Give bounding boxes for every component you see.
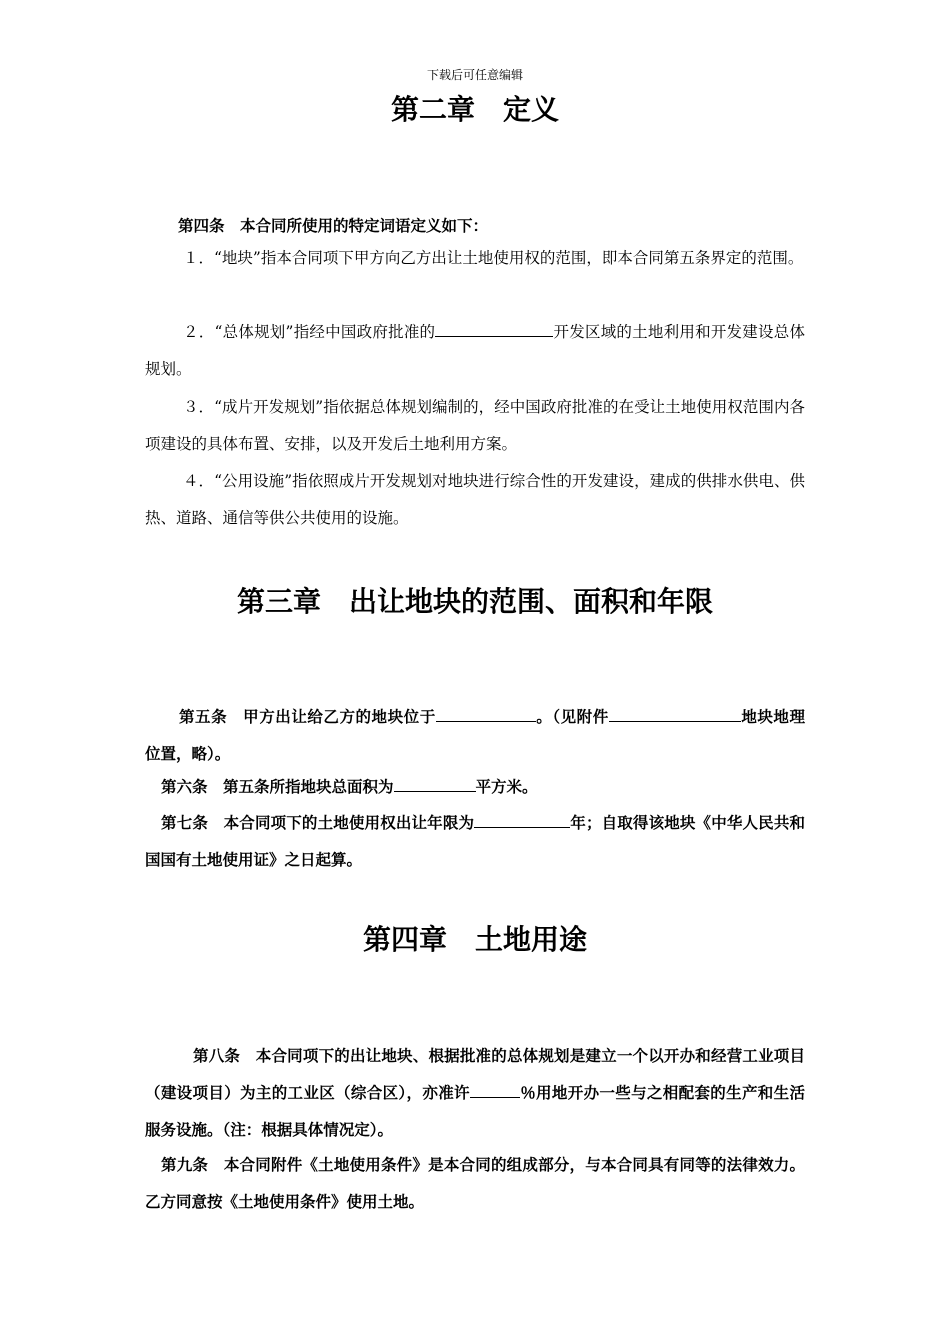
article-8-text-b: ％用地开办一些与之相配套的生产和生活服务设施。（注：根据具体情况定）。 [145, 1084, 805, 1139]
article-9: 第九条 本合同附件《土地使用条件》是本合同的组成部分，与本合同具有同等的法律效力。乙方同意按《土地使用条件》使用土地。 [145, 1156, 805, 1211]
article-7-text-a: 第七条 本合同项下的土地使用权出让年限为 [161, 814, 475, 832]
article-6-text-a: 第六条 第五条所指地块总面积为 [161, 778, 394, 796]
attachment-blank[interactable] [609, 707, 741, 722]
article-4-heading: 第四条 本合同所使用的特定词语定义如下： [178, 217, 489, 235]
definition-1: １．“地块”指本合同项下甲方向乙方出让土地使用权的范围，即本合同第五条界定的范围。 [183, 249, 804, 267]
chapter-3-title: 第三章 出让地块的范围、面积和年限 [236, 585, 713, 618]
definition-2 [145, 314, 805, 388]
article-7-text-b: 年；自取得该地块《中华人民共和国国有土地使用证》之日起算。 [145, 814, 805, 869]
development-zone-blank[interactable] [435, 322, 553, 337]
article-6 [145, 769, 805, 806]
definition-2-text-a: ２．“总体规划”指经中国政府批准的 [183, 323, 436, 341]
header-note: 下载后可任意编辑 [426, 68, 523, 82]
definition-2-text-b: 开发区域的土地利用和开发建设总体规划。 [145, 323, 805, 378]
article-5-text-a: 第五条 甲方出让给乙方的地块位于 [179, 708, 436, 726]
article-7 [145, 805, 805, 879]
percentage-blank[interactable] [470, 1083, 520, 1098]
article-8 [145, 1038, 805, 1149]
chapter-2-title: 第二章 定义 [390, 93, 559, 126]
total-area-blank[interactable] [394, 777, 476, 792]
term-years-blank[interactable] [474, 813, 570, 828]
article-6-text-b: 平方米。 [475, 778, 538, 796]
definition-4: ４．“公用设施”指依照成片开发规划对地块进行综合性的开发建设，建成的供排水供电、供热、道路、通信等供公共使用的设施。 [145, 472, 805, 527]
article-5-text-c: 地块地理位置，略）。 [145, 708, 805, 763]
chapter-4-title: 第四章 土地用途 [362, 923, 587, 956]
article-5 [145, 699, 805, 773]
article-5-text-b: 。（见附件 [535, 708, 609, 726]
article-8-text-a: 第八条 本合同项下的出让地块、根据批准的总体规划是建立一个以开办和经营工业项目（建设项目）为主的工业区（综合区），亦准许 [145, 1047, 805, 1102]
definition-3: ３．“成片开发规划”指依据总体规划编制的，经中国政府批准的在受让土地使用权范围内各项建设的具体布置、安排，以及开发后土地利用方案。 [145, 398, 805, 453]
land-location-blank[interactable] [436, 707, 536, 722]
